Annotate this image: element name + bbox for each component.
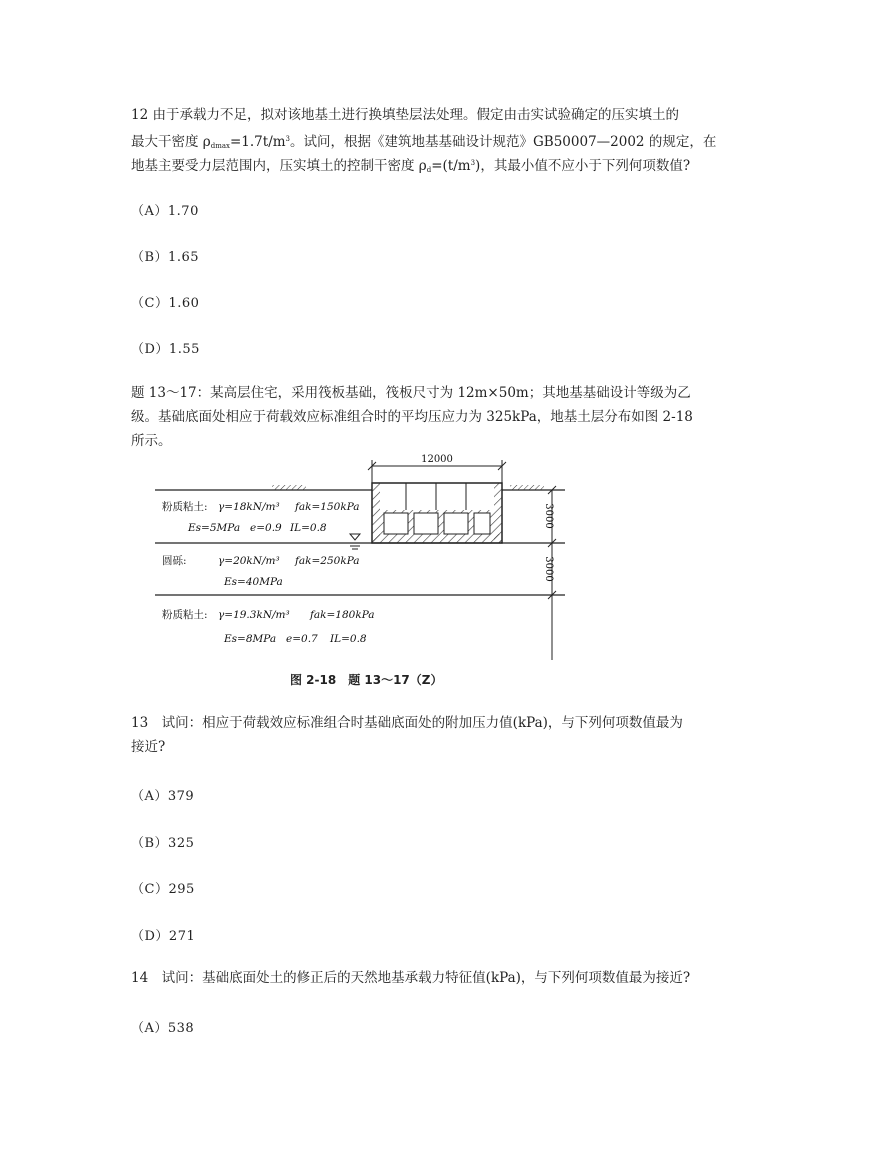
q12-text: 最大干密度 ρ <box>131 134 211 150</box>
q12-line-1: 12 由于承载力不足，拟对该地基土进行换填垫层法处理。假定由击实试验确定的压实填土的 <box>131 107 679 123</box>
q12-option-c: （C）1.60 <box>131 296 200 311</box>
q12-option-d: （D）1.55 <box>131 342 200 357</box>
intro-line-3: 所示。 <box>131 433 172 449</box>
layer-1-fak: fak=150kPa <box>295 501 360 513</box>
layer-2-labels <box>162 555 360 588</box>
superscript: 3 <box>285 135 291 143</box>
subscript: d <box>426 166 432 174</box>
layer-2-name: 圆砾: <box>162 555 187 567</box>
q13-line-2: 接近? <box>131 739 166 755</box>
layer-2-gamma: γ=20kN/m³ <box>218 555 280 567</box>
depth-dim-1: 3000 <box>543 503 554 529</box>
q12-option-a: （A）1.70 <box>131 204 199 219</box>
layer-3-il: IL=0.8 <box>330 633 367 645</box>
depth-dim-2: 3000 <box>543 556 554 582</box>
layer-3-labels <box>162 608 375 645</box>
q12-text: 地基主要受力层范围内，压实填土的控制干密度 ρ <box>131 158 427 174</box>
q12-option-b: （B）1.65 <box>131 250 199 265</box>
q13-option-a: （A）379 <box>131 789 195 804</box>
q13-option-c: （C）295 <box>131 882 195 897</box>
q12-text: =1.7t/m <box>229 134 286 150</box>
q13-option-b: （B）325 <box>131 836 195 851</box>
width-dim-label: 12000 <box>421 454 453 465</box>
intro-line-2: 级。基础底面处相应于荷载效应标准组合时的平均压应力为 325kPa，地基土层分布如图 2-18 <box>131 409 693 425</box>
layer-2-es: Es=40MPa <box>224 576 283 588</box>
depth-dimensions <box>543 486 556 660</box>
layer-1-il: IL=0.8 <box>290 522 327 534</box>
soil-profile-figure <box>150 450 570 690</box>
q12-text: )，其最小值不应小于下列何项数值? <box>475 158 691 174</box>
layer-2-fak: fak=250kPa <box>295 555 360 567</box>
layer-3-name: 粉质粘土: <box>162 609 208 621</box>
q13-option-d: （D）271 <box>131 929 196 944</box>
q13-line-1: 13 试问：相应于荷载效应标准组合时基础底面处的附加压力值(kPa)，与下列何项数值最为 <box>131 715 683 731</box>
superscript: 3 <box>470 159 476 167</box>
layer-1-es: Es=5MPa <box>188 522 241 534</box>
q12-text: =(t/m <box>431 158 471 174</box>
q14-option-a: （A）538 <box>131 1021 195 1036</box>
ground-surface <box>155 485 565 490</box>
layer-3-es: Es=8MPa <box>224 633 277 645</box>
subscript: dmax <box>210 142 230 150</box>
layer-1-gamma: γ=18kN/m³ <box>218 501 280 513</box>
layer-3-e: e=0.7 <box>286 633 318 645</box>
q12-text: 。试问，根据《建筑地基基础设计规范》GB50007—2002 的规定，在 <box>290 134 717 150</box>
layer-1-e: e=0.9 <box>250 522 282 534</box>
q12-line-3 <box>131 152 690 181</box>
intro-line-1: 题 13～17：某高层住宅，采用筏板基础，筏板尺寸为 12m×50m；其地基基础设计等级为乙 <box>131 385 691 401</box>
width-dimension <box>368 454 506 486</box>
layer-3-gamma: γ=19.3kN/m³ <box>218 609 290 621</box>
layer-1-name: 粉质粘土: <box>162 501 208 513</box>
raft-foundation <box>372 483 502 543</box>
layer-3-fak: fak=180kPa <box>310 609 375 621</box>
water-table-symbol <box>348 534 362 549</box>
layer-1-labels <box>162 500 360 534</box>
figure-caption: 图 2-18 题 13～17（Z） <box>290 673 443 687</box>
q14-line-1: 14 试问：基础底面处土的修正后的天然地基承载力特征值(kPa)，与下列何项数值最为接近? <box>131 970 691 986</box>
